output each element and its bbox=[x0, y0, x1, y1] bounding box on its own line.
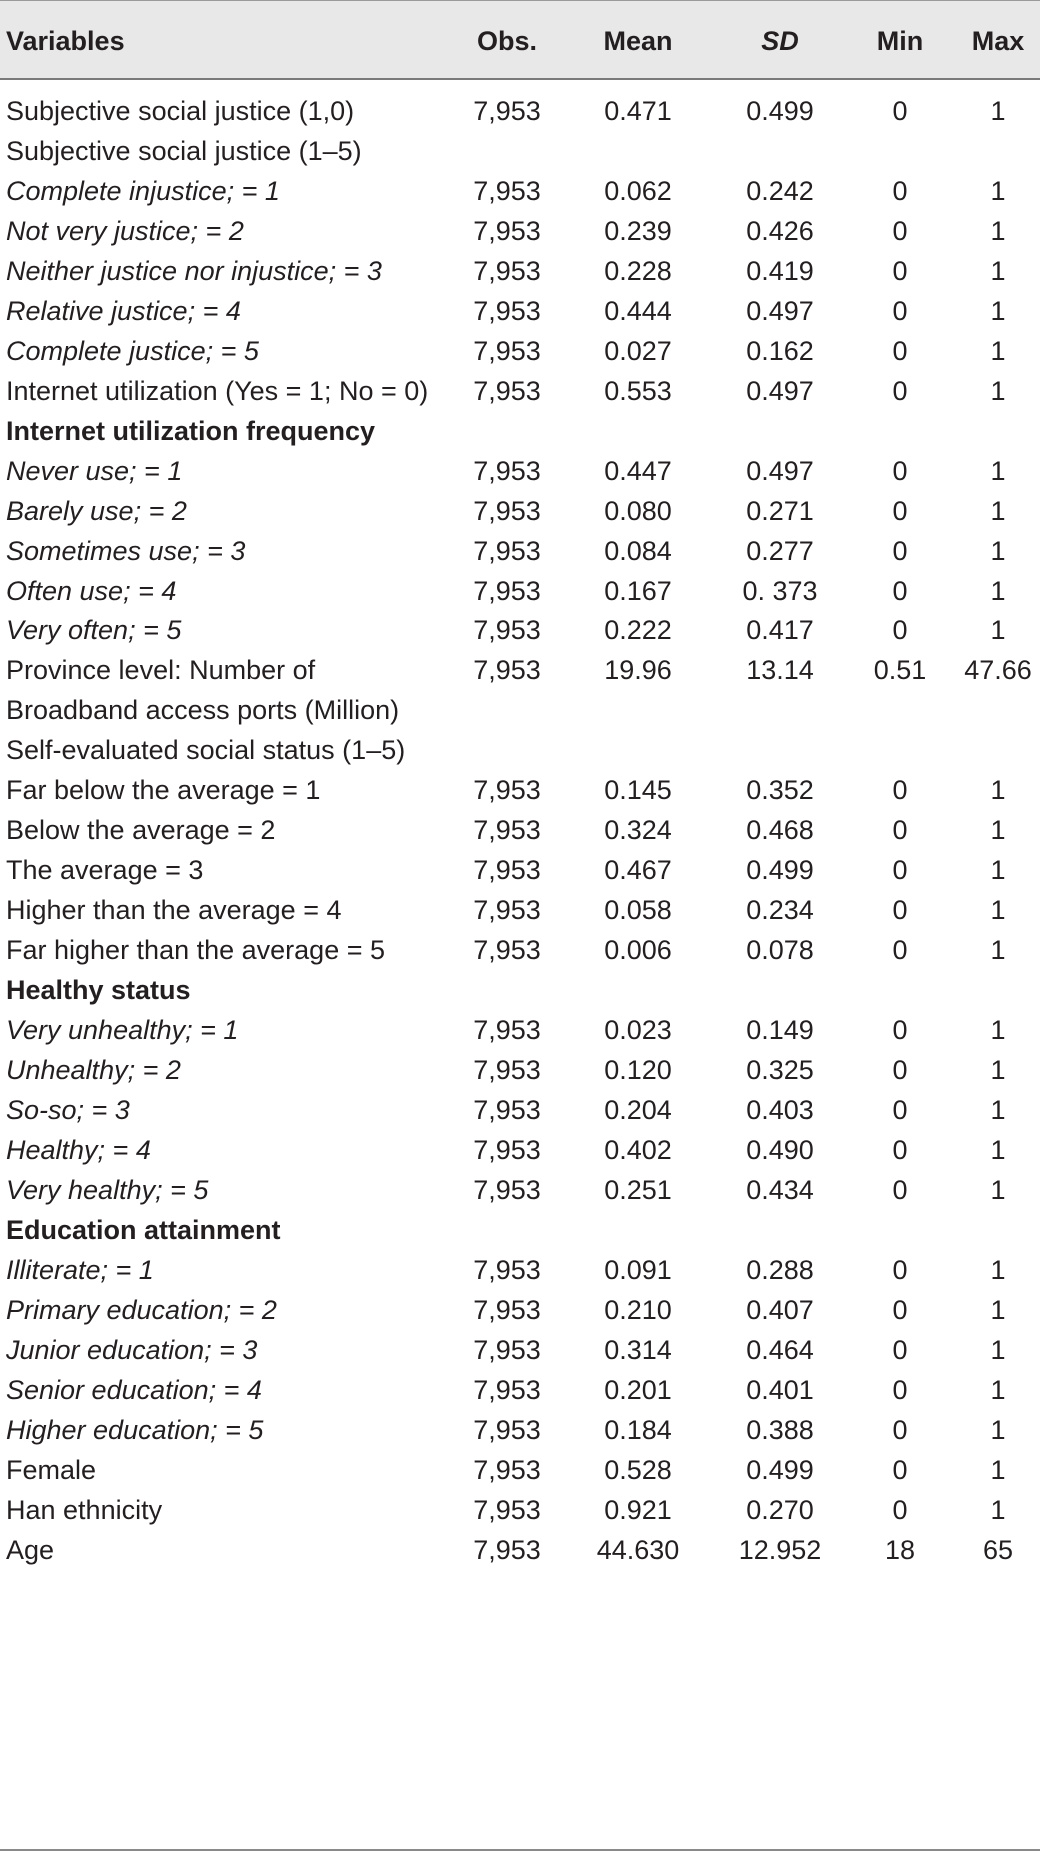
row-sd: 0.464 bbox=[746, 1334, 814, 1365]
row-obs: 7,953 bbox=[473, 1294, 541, 1325]
row-obs: 7,953 bbox=[473, 655, 541, 686]
row-label: Very healthy; = 5 bbox=[6, 1174, 209, 1205]
row-max: 1 bbox=[990, 535, 1006, 566]
row-sd: 0.419 bbox=[746, 255, 814, 286]
row-min: 0 bbox=[892, 1494, 908, 1525]
row-sd: 0.149 bbox=[746, 1015, 814, 1046]
table-bottom-rule bbox=[0, 1849, 1040, 1851]
row-min: 0 bbox=[892, 775, 908, 806]
header-mean: Mean bbox=[603, 26, 673, 56]
row-min: 0 bbox=[892, 1134, 908, 1165]
row-obs: 7,953 bbox=[473, 815, 541, 846]
row-obs: 7,953 bbox=[473, 1015, 541, 1046]
row-max: 1 bbox=[990, 855, 1006, 886]
row-max: 1 bbox=[990, 1454, 1006, 1485]
row-mean: 0.080 bbox=[604, 495, 672, 526]
row-label: Junior education; = 3 bbox=[6, 1334, 258, 1365]
row-label: Healthy status bbox=[6, 975, 191, 1006]
row-sd: 0. 373 bbox=[742, 575, 818, 606]
row-obs: 7,953 bbox=[473, 1414, 541, 1445]
row-label: Han ethnicity bbox=[6, 1494, 163, 1525]
row-min: 0 bbox=[892, 855, 908, 886]
row-min: 0 bbox=[892, 615, 908, 646]
row-min: 0 bbox=[892, 255, 908, 286]
row-sd: 0.234 bbox=[746, 895, 814, 926]
header-variables: Variables bbox=[6, 26, 125, 56]
row-obs: 7,953 bbox=[473, 1055, 541, 1086]
row-max: 1 bbox=[990, 815, 1006, 846]
row-label: Complete justice; = 5 bbox=[6, 335, 259, 366]
row-max: 1 bbox=[990, 1095, 1006, 1125]
row-obs: 7,953 bbox=[473, 1095, 541, 1125]
row-label: Far below the average = 1 bbox=[6, 775, 321, 806]
row-mean: 0.023 bbox=[604, 1015, 672, 1046]
row-mean: 0.184 bbox=[604, 1414, 672, 1445]
row-obs: 7,953 bbox=[473, 1254, 541, 1285]
row-mean: 0.062 bbox=[604, 175, 672, 206]
row-mean: 0.553 bbox=[604, 375, 672, 406]
row-label: Internet utilization (Yes = 1; No = 0) bbox=[6, 375, 429, 406]
row-min: 0 bbox=[892, 1095, 908, 1125]
row-sd: 0.417 bbox=[746, 615, 814, 646]
table-header-row bbox=[0, 0, 1040, 80]
header-sd: SD bbox=[761, 26, 799, 56]
row-mean: 44.630 bbox=[596, 1534, 680, 1565]
row-max: 65 bbox=[982, 1534, 1014, 1565]
row-mean: 0.528 bbox=[604, 1454, 672, 1485]
row-label: Complete injustice; = 1 bbox=[6, 175, 280, 206]
row-label: Sometimes use; = 3 bbox=[6, 535, 246, 566]
row-obs: 7,953 bbox=[473, 1174, 541, 1205]
row-obs: 7,953 bbox=[473, 575, 541, 606]
row-mean: 0.921 bbox=[604, 1494, 672, 1525]
row-min: 0 bbox=[892, 895, 908, 926]
row-label: Illiterate; = 1 bbox=[6, 1254, 154, 1285]
row-max: 1 bbox=[990, 575, 1006, 606]
row-min: 0 bbox=[892, 535, 908, 566]
row-label: The average = 3 bbox=[6, 855, 204, 886]
row-sd: 0.499 bbox=[746, 1454, 814, 1485]
row-label: Education attainment bbox=[6, 1214, 281, 1245]
row-max: 1 bbox=[990, 1494, 1006, 1525]
row-label: Never use; = 1 bbox=[6, 455, 183, 486]
row-label: Healthy; = 4 bbox=[6, 1134, 151, 1165]
row-obs: 7,953 bbox=[473, 1334, 541, 1365]
row-max: 1 bbox=[990, 1174, 1006, 1205]
row-max: 1 bbox=[990, 1134, 1006, 1165]
row-label: Below the average = 2 bbox=[6, 815, 276, 846]
row-max: 1 bbox=[990, 1254, 1006, 1285]
row-obs: 7,953 bbox=[473, 1534, 541, 1565]
row-obs: 7,953 bbox=[473, 175, 541, 206]
row-label: Age bbox=[6, 1534, 55, 1565]
row-min: 0 bbox=[892, 1414, 908, 1445]
row-sd: 0.497 bbox=[746, 455, 814, 486]
row-label: Neither justice nor injustice; = 3 bbox=[6, 255, 382, 286]
row-obs: 7,953 bbox=[473, 615, 541, 646]
row-min: 0 bbox=[892, 935, 908, 966]
row-sd: 0.407 bbox=[746, 1294, 814, 1325]
row-label: Very often; = 5 bbox=[6, 615, 182, 646]
row-sd: 0.434 bbox=[746, 1174, 814, 1205]
row-min: 0 bbox=[892, 375, 908, 406]
row-min: 0 bbox=[892, 1015, 908, 1046]
row-sd: 0.490 bbox=[746, 1134, 814, 1165]
row-label: Far higher than the average = 5 bbox=[6, 935, 386, 966]
row-min: 0 bbox=[892, 1294, 908, 1325]
row-sd: 0.468 bbox=[746, 815, 814, 846]
row-obs: 7,953 bbox=[473, 335, 541, 366]
row-label: Internet utilization frequency bbox=[6, 415, 376, 446]
row-label: Barely use; = 2 bbox=[6, 495, 187, 526]
row-sd: 0.270 bbox=[746, 1494, 814, 1525]
row-min: 0 bbox=[892, 455, 908, 486]
row-sd: 0.271 bbox=[746, 495, 814, 526]
row-mean: 0.145 bbox=[604, 775, 672, 806]
row-mean: 0.120 bbox=[604, 1055, 672, 1086]
row-min: 0 bbox=[892, 215, 908, 246]
row-label: Subjective social justice (1–5) bbox=[6, 135, 362, 166]
row-obs: 7,953 bbox=[473, 895, 541, 926]
row-obs: 7,953 bbox=[473, 255, 541, 286]
row-obs: 7,953 bbox=[473, 455, 541, 486]
row-max: 1 bbox=[990, 615, 1006, 646]
row-min: 0 bbox=[892, 295, 908, 326]
row-obs: 7,953 bbox=[473, 535, 541, 566]
row-min: 18 bbox=[884, 1534, 916, 1565]
row-max: 1 bbox=[990, 775, 1006, 806]
row-label: Very unhealthy; = 1 bbox=[6, 1015, 239, 1046]
row-label: Relative justice; = 4 bbox=[6, 295, 241, 326]
row-max: 1 bbox=[990, 335, 1006, 366]
row-obs: 7,953 bbox=[473, 1374, 541, 1405]
row-mean: 0.228 bbox=[604, 255, 672, 286]
row-max: 1 bbox=[990, 295, 1006, 326]
row-mean: 0.027 bbox=[604, 335, 672, 366]
row-max: 1 bbox=[990, 1414, 1006, 1445]
row-sd: 0.426 bbox=[746, 215, 814, 246]
row-mean: 0.058 bbox=[604, 895, 672, 926]
row-sd: 13.14 bbox=[746, 655, 814, 686]
row-max: 1 bbox=[990, 1374, 1006, 1405]
row-obs: 7,953 bbox=[473, 775, 541, 806]
row-mean: 0.251 bbox=[604, 1174, 672, 1205]
row-obs: 7,953 bbox=[473, 935, 541, 966]
row-mean: 0.084 bbox=[604, 535, 672, 566]
row-sd: 0.497 bbox=[746, 295, 814, 326]
row-sd: 0.352 bbox=[746, 775, 814, 806]
row-max: 1 bbox=[990, 255, 1006, 286]
row-label: Higher education; = 5 bbox=[6, 1414, 264, 1445]
row-min: 0 bbox=[892, 1334, 908, 1365]
row-max: 1 bbox=[990, 96, 1006, 126]
row-label: Province level: Number of bbox=[6, 655, 316, 686]
row-sd: 12.952 bbox=[738, 1534, 822, 1565]
row-sd: 0.277 bbox=[746, 535, 814, 566]
row-min: 0.51 bbox=[873, 655, 927, 686]
row-sd: 0.499 bbox=[746, 96, 814, 126]
row-label: Higher than the average = 4 bbox=[6, 895, 342, 926]
row-mean: 0.447 bbox=[604, 455, 672, 486]
row-max: 1 bbox=[990, 215, 1006, 246]
row-label: Broadband access ports (Million) bbox=[6, 695, 400, 726]
row-mean: 0.402 bbox=[604, 1134, 672, 1165]
row-min: 0 bbox=[892, 815, 908, 846]
row-mean: 0.222 bbox=[604, 615, 672, 646]
row-obs: 7,953 bbox=[473, 1454, 541, 1485]
row-min: 0 bbox=[892, 96, 908, 126]
row-mean: 0.167 bbox=[604, 575, 672, 606]
row-obs: 7,953 bbox=[473, 96, 541, 126]
row-obs: 7,953 bbox=[473, 1134, 541, 1165]
row-max: 1 bbox=[990, 1294, 1006, 1325]
row-sd: 0.288 bbox=[746, 1254, 814, 1285]
row-min: 0 bbox=[892, 1374, 908, 1405]
row-sd: 0.499 bbox=[746, 855, 814, 886]
row-sd: 0.388 bbox=[746, 1414, 814, 1445]
row-max: 1 bbox=[990, 1055, 1006, 1086]
row-label: Subjective social justice (1,0) bbox=[6, 96, 355, 126]
row-min: 0 bbox=[892, 1454, 908, 1485]
row-mean: 0.239 bbox=[604, 215, 672, 246]
row-max: 1 bbox=[990, 495, 1006, 526]
row-obs: 7,953 bbox=[473, 1494, 541, 1525]
row-obs: 7,953 bbox=[473, 495, 541, 526]
row-min: 0 bbox=[892, 1174, 908, 1205]
header-obs: Obs. bbox=[476, 26, 537, 56]
row-obs: 7,953 bbox=[473, 855, 541, 886]
row-min: 0 bbox=[892, 175, 908, 206]
row-mean: 0.201 bbox=[604, 1374, 672, 1405]
row-label: Female bbox=[6, 1454, 97, 1485]
row-label: Senior education; = 4 bbox=[6, 1374, 262, 1405]
row-mean: 0.091 bbox=[604, 1254, 672, 1285]
row-label: Often use; = 4 bbox=[6, 575, 177, 606]
row-max: 1 bbox=[990, 1334, 1006, 1365]
row-max: 1 bbox=[990, 895, 1006, 926]
table-row bbox=[0, 1519, 1040, 1566]
row-mean: 0.444 bbox=[604, 295, 672, 326]
row-max: 47.66 bbox=[964, 655, 1032, 686]
row-min: 0 bbox=[892, 1055, 908, 1086]
row-label: Not very justice; = 2 bbox=[6, 215, 244, 246]
row-max: 1 bbox=[990, 455, 1006, 486]
row-mean: 0.210 bbox=[604, 1294, 672, 1325]
row-sd: 0.325 bbox=[746, 1055, 814, 1086]
row-min: 0 bbox=[892, 495, 908, 526]
row-obs: 7,953 bbox=[473, 215, 541, 246]
row-label: So-so; = 3 bbox=[6, 1095, 130, 1125]
row-sd: 0.162 bbox=[746, 335, 814, 366]
row-min: 0 bbox=[892, 575, 908, 606]
row-mean: 19.96 bbox=[604, 655, 672, 686]
row-mean: 0.471 bbox=[604, 96, 672, 126]
row-mean: 0.324 bbox=[604, 815, 672, 846]
row-mean: 0.314 bbox=[604, 1334, 672, 1365]
row-mean: 0.006 bbox=[604, 935, 672, 966]
row-sd: 0.497 bbox=[746, 375, 814, 406]
row-max: 1 bbox=[990, 935, 1006, 966]
row-sd: 0.401 bbox=[746, 1374, 814, 1405]
row-sd: 0.403 bbox=[746, 1095, 814, 1125]
row-obs: 7,953 bbox=[473, 295, 541, 326]
row-label: Primary education; = 2 bbox=[6, 1294, 277, 1325]
row-label: Self-evaluated social status (1–5) bbox=[6, 735, 406, 766]
header-max: Max bbox=[971, 26, 1025, 56]
row-mean: 0.467 bbox=[604, 855, 672, 886]
row-min: 0 bbox=[892, 335, 908, 366]
row-max: 1 bbox=[990, 175, 1006, 206]
row-sd: 0.242 bbox=[746, 175, 814, 206]
row-max: 1 bbox=[990, 1015, 1006, 1046]
row-min: 0 bbox=[892, 1254, 908, 1285]
row-mean: 0.204 bbox=[604, 1095, 672, 1125]
row-obs: 7,953 bbox=[473, 375, 541, 406]
header-min: Min bbox=[876, 26, 924, 56]
row-sd: 0.078 bbox=[746, 935, 814, 966]
row-label: Unhealthy; = 2 bbox=[6, 1055, 181, 1086]
row-max: 1 bbox=[990, 375, 1006, 406]
